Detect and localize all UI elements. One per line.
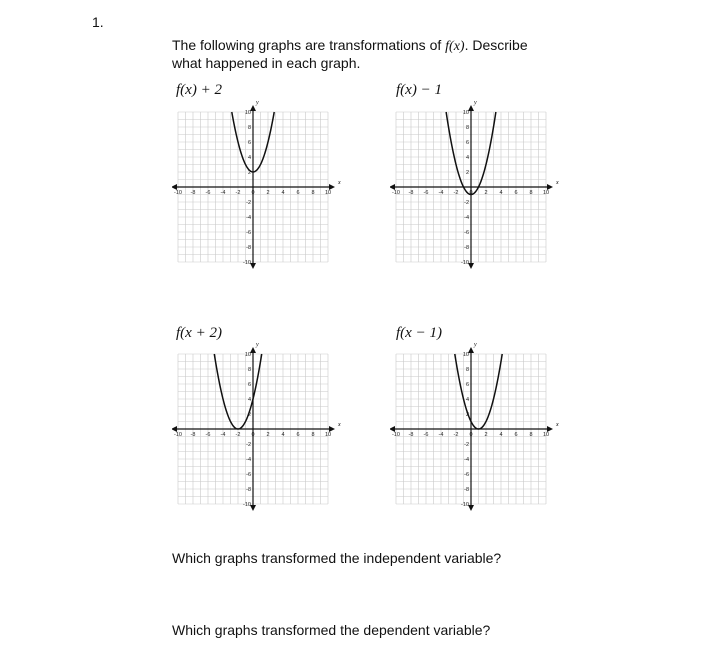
y-tick-label: 6 — [465, 140, 469, 146]
x-tick-label: -6 — [205, 190, 211, 196]
x-tick-label: -4 — [220, 432, 226, 438]
graph-label-2: f(x) − 1 — [396, 82, 442, 98]
intro-line2: what happened in each graph. — [172, 55, 361, 71]
x-tick-label: -10 — [392, 190, 400, 196]
y-tick-label: -2 — [246, 442, 251, 448]
x-tick-label: 0 — [251, 190, 255, 196]
y-tick-label: -8 — [464, 487, 469, 493]
y-tick-label: 8 — [465, 125, 469, 131]
y-tick-label: 4 — [247, 397, 251, 403]
x-tick-label: -8 — [408, 432, 414, 438]
x-tick-label: -4 — [438, 432, 444, 438]
x-tick-label: -10 — [174, 432, 182, 438]
x-tick-label: -10 — [174, 190, 182, 196]
x-tick-label: -4 — [438, 190, 444, 196]
x-tick-label: 4 — [499, 190, 503, 196]
x-tick-label: -6 — [423, 190, 429, 196]
y-tick-label: -10 — [461, 260, 469, 266]
y-tick-label: -10 — [461, 502, 469, 508]
graph-label-1: f(x) + 2 — [176, 82, 222, 98]
x-axis-label: x — [556, 422, 559, 428]
x-tick-label: 6 — [296, 432, 300, 438]
x-tick-label: 2 — [266, 432, 270, 438]
y-tick-label: -6 — [246, 230, 251, 236]
x-tick-label: 4 — [499, 432, 503, 438]
y-tick-label: 10 — [462, 110, 469, 116]
question-independent: Which graphs transformed the independent variable? — [172, 550, 502, 566]
x-tick-label: -6 — [423, 432, 429, 438]
intro-line1: The following graphs are transformations of — [172, 37, 446, 53]
x-tick-label: 8 — [311, 432, 315, 438]
question-dependent: Which graphs transformed the dependent variable? — [172, 622, 491, 638]
y-tick-label: 6 — [247, 140, 251, 146]
x-tick-label: 10 — [542, 190, 550, 196]
y-tick-label: -6 — [464, 472, 469, 478]
graph-label-4: f(x − 1) — [396, 325, 442, 341]
y-axis-label: y — [256, 100, 259, 106]
x-tick-label: 6 — [296, 190, 300, 196]
x-tick-label: 10 — [324, 432, 332, 438]
x-tick-label: 2 — [484, 432, 488, 438]
x-tick-label: 10 — [324, 190, 332, 196]
intro-text — [172, 37, 612, 72]
y-tick-label: -8 — [246, 487, 251, 493]
y-tick-label: -4 — [246, 457, 251, 463]
x-tick-label: -4 — [220, 190, 226, 196]
x-tick-label: 10 — [542, 432, 550, 438]
x-tick-label: -2 — [453, 432, 459, 438]
x-tick-label: -8 — [190, 190, 196, 196]
x-tick-label: 2 — [266, 190, 270, 196]
y-tick-label: 6 — [247, 382, 251, 388]
y-tick-label: 8 — [247, 125, 251, 131]
y-tick-label: 8 — [465, 367, 469, 373]
x-tick-label: -8 — [190, 432, 196, 438]
y-tick-label: -6 — [464, 230, 469, 236]
intro-line1-end: . Describe — [464, 37, 528, 53]
x-tick-label: 0 — [469, 190, 473, 196]
problem-number: 1. — [92, 14, 104, 30]
y-tick-label: 2 — [247, 170, 251, 176]
y-tick-label: 4 — [247, 155, 251, 161]
y-tick-label: 10 — [462, 352, 469, 358]
graph-f-plus-2 — [172, 98, 350, 270]
graph-label-3: f(x + 2) — [176, 325, 222, 341]
y-tick-label: -2 — [246, 200, 251, 206]
y-tick-label: 2 — [465, 170, 469, 176]
y-tick-label: 6 — [465, 382, 469, 388]
x-tick-label: 4 — [281, 190, 285, 196]
y-axis-label: y — [474, 100, 477, 106]
x-tick-label: -10 — [392, 432, 400, 438]
x-tick-label: -2 — [235, 190, 241, 196]
x-tick-label: 8 — [311, 190, 315, 196]
graph-f-minus-1 — [390, 98, 568, 270]
x-axis-label: x — [338, 180, 341, 186]
x-tick-label: -2 — [453, 190, 459, 196]
y-tick-label: 10 — [244, 110, 251, 116]
y-tick-label: 2 — [465, 412, 469, 418]
x-tick-label: -6 — [205, 432, 211, 438]
y-tick-label: 2 — [247, 412, 251, 418]
x-tick-label: 2 — [484, 190, 488, 196]
y-tick-label: -10 — [243, 260, 251, 266]
x-axis-label: x — [338, 422, 341, 428]
y-tick-label: -10 — [243, 502, 251, 508]
y-tick-label: 4 — [465, 397, 469, 403]
x-axis-label: x — [556, 180, 559, 186]
y-tick-label: 10 — [244, 352, 251, 358]
x-tick-label: 4 — [281, 432, 285, 438]
y-tick-label: -6 — [246, 472, 251, 478]
y-tick-label: -2 — [464, 442, 469, 448]
y-axis-label: y — [474, 342, 477, 348]
y-tick-label: -4 — [246, 215, 251, 221]
x-tick-label: 0 — [251, 432, 255, 438]
y-tick-label: 8 — [247, 367, 251, 373]
y-tick-label: -2 — [464, 200, 469, 206]
intro-fx: f(x) — [445, 39, 465, 54]
graph-f-x-plus-2 — [172, 340, 350, 512]
x-tick-label: -8 — [408, 190, 414, 196]
x-tick-label: 6 — [514, 432, 518, 438]
y-tick-label: -8 — [464, 245, 469, 251]
y-tick-label: 4 — [465, 155, 469, 161]
x-tick-label: 8 — [529, 190, 533, 196]
y-axis-label: y — [256, 342, 259, 348]
y-tick-label: -4 — [464, 215, 469, 221]
x-tick-label: -2 — [235, 432, 241, 438]
y-tick-label: -8 — [246, 245, 251, 251]
x-tick-label: 8 — [529, 432, 533, 438]
x-tick-label: 0 — [469, 432, 473, 438]
y-tick-label: -4 — [464, 457, 469, 463]
graph-f-x-minus-1 — [390, 340, 568, 512]
x-tick-label: 6 — [514, 190, 518, 196]
